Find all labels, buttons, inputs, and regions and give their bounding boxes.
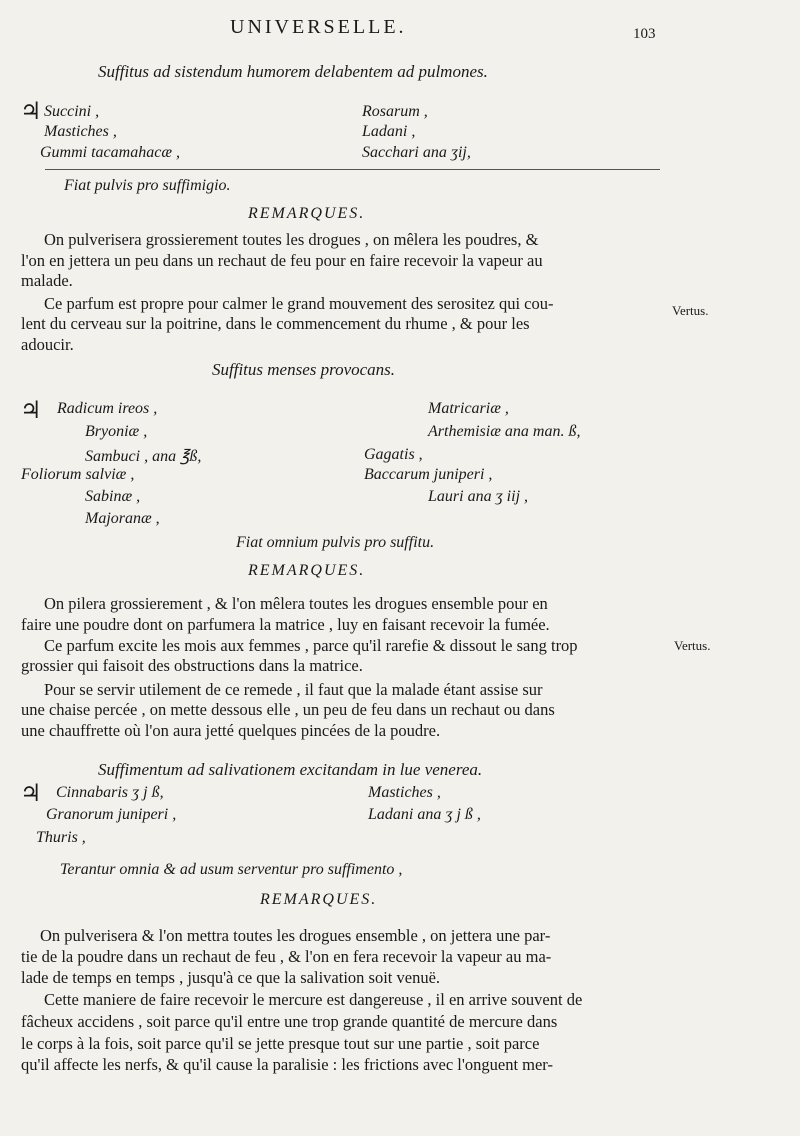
- margin-note: Vertus.: [672, 303, 709, 318]
- paragraph-line: le corps à la fois, soit parce qu'il se jette presque tout sur une partie , soit parce: [21, 1034, 540, 1053]
- ingredient: Arthemisiæ ana man. ß,: [428, 423, 581, 440]
- ingredient: Matricariæ ,: [428, 400, 509, 417]
- ingredient: Rosarum ,: [362, 103, 428, 120]
- page-number: 103: [633, 26, 656, 42]
- paragraph-line: l'on en jettera un peu dans un rechaut de feu pour en faire recevoir la vapeur au: [21, 251, 543, 270]
- paragraph-line: On pilera grossierement , & l'on mêlera toutes les drogues ensemble pour en: [44, 594, 548, 613]
- recipe-instruction: Fiat pulvis pro suffimigio.: [64, 177, 231, 194]
- paragraph-line: Ce parfum est propre pour calmer le grand mouvement des serositez qui cou-: [44, 294, 554, 313]
- divider: [45, 169, 660, 170]
- ingredient: Mastiches ,: [44, 123, 117, 140]
- paragraph-line: adoucir.: [21, 335, 74, 354]
- paragraph-line: fâcheux accidens , soit parce qu'il entre une trop grande quantité de mercure dans: [21, 1012, 558, 1031]
- recipe-title: Suffitus menses provocans.: [212, 360, 396, 379]
- paragraph-line: lade de temps en temps , jusqu'à ce que la salivation soit venuë.: [21, 968, 441, 987]
- paragraph-line: Ce parfum excite les mois aux femmes , parce qu'il rarefie & dissout le sang trop: [44, 636, 578, 655]
- paragraph-line: grossier qui faisoit des obstructions dans la matrice.: [21, 656, 363, 675]
- recipe-title: Suffitus ad sistendum humorem delabentem ad pulmones.: [98, 62, 488, 81]
- paragraph-line: malade.: [21, 271, 73, 290]
- ingredient: Mastiches ,: [368, 784, 441, 801]
- paragraph-line: une chauffrette où l'on aura jetté quelques pincées de la poudre.: [21, 721, 441, 740]
- ingredient: Cinnabaris ʒ j ß,: [56, 784, 164, 801]
- paragraph-line: Cette maniere de faire recevoir le mercure est dangereuse , il en arrive souvent de: [44, 990, 583, 1009]
- ingredient: Granorum juniperi ,: [46, 806, 177, 823]
- paragraph-line: On pulverisera grossierement toutes les drogues , on mêlera les poudres, &: [44, 230, 539, 249]
- ingredient: Baccarum juniperi ,: [364, 466, 493, 483]
- recipe-instruction: Fiat omnium pulvis pro suffitu.: [236, 534, 435, 551]
- recipe-title: Suffimentum ad salivationem excitandam in lue venerea.: [98, 760, 483, 779]
- ingredient: Gummi tacamahacæ ,: [40, 144, 180, 161]
- ingredient: Ladani ana ʒ j ß ,: [368, 806, 481, 823]
- ingredient: Bryoniæ ,: [85, 423, 148, 440]
- paragraph-line: faire une poudre dont on parfumera la matrice , luy en faisant recevoir la fumée.: [21, 615, 550, 634]
- remarques-heading: REMARQUES.: [248, 562, 366, 579]
- ingredient: Thuris ,: [36, 829, 86, 846]
- paragraph-line: lent du cerveau sur la poitrine, dans le commencement du rhume , & pour les: [21, 314, 530, 333]
- ingredient: Succini ,: [44, 103, 100, 120]
- jupiter-symbol: ♃: [20, 398, 42, 424]
- paragraph-line: qu'il affecte les nerfs, & qu'il cause la paralisie : les frictions avec l'onguent mer-: [21, 1055, 553, 1074]
- recipe-instruction: Terantur omnia & ad usum serventur pro suffimento ,: [60, 861, 403, 878]
- ingredient: Foliorum salviæ ,: [21, 466, 135, 483]
- ingredient: Lauri ana ʒ iij ,: [428, 488, 529, 505]
- paragraph-line: On pulverisera & l'on mettra toutes les drogues ensemble , on jettera une par-: [40, 926, 551, 945]
- paragraph-line: Pour se servir utilement de ce remede , il faut que la malade étant assise sur: [44, 680, 543, 699]
- jupiter-symbol: ♃: [20, 99, 42, 125]
- paragraph-line: tie de la poudre dans un rechaut de feu , & l'on en fera recevoir la vapeur au ma-: [21, 947, 552, 966]
- remarques-heading: REMARQUES.: [260, 891, 378, 908]
- margin-note: Vertus.: [674, 638, 711, 653]
- ingredient: Sabinæ ,: [85, 488, 141, 505]
- jupiter-symbol: ♃: [20, 781, 42, 807]
- paragraph-line: une chaise percée , on mette dessous elle , un peu de feu dans un rechaut ou dans: [21, 700, 555, 719]
- ingredient: Ladani ,: [362, 123, 416, 140]
- ingredient: Radicum ireos ,: [57, 400, 158, 417]
- ingredient: Sacchari ana ʒij,: [362, 144, 471, 161]
- running-header: UNIVERSELLE.: [230, 16, 407, 38]
- remarques-heading: REMARQUES.: [248, 205, 366, 222]
- ingredient: Gagatis ,: [364, 446, 423, 463]
- ingredient: Majoranæ ,: [85, 510, 160, 527]
- ingredient: Sambuci , ana ℥ß,: [85, 448, 202, 465]
